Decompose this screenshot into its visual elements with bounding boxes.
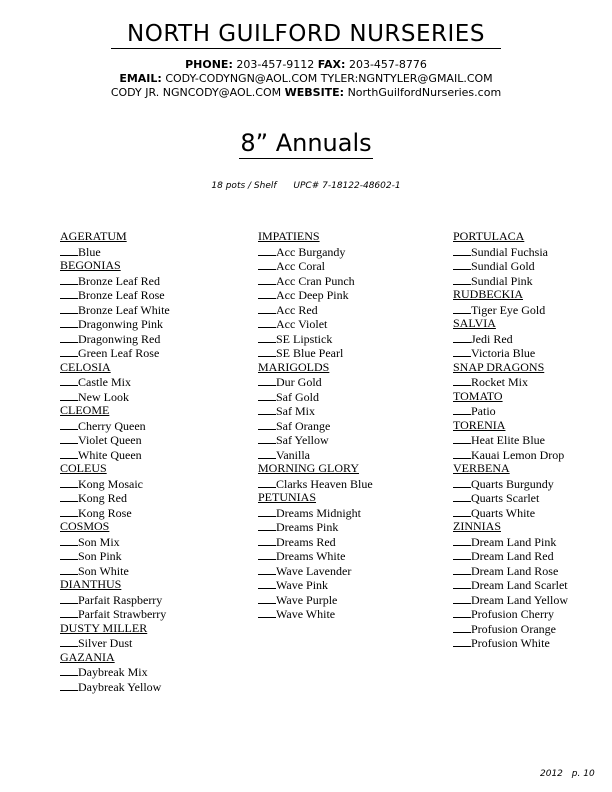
category-label: BEGONIAS [60,258,121,272]
order-quantity-blank [453,302,471,314]
plant-item [453,592,568,607]
plant-variety-label: Wave Lavender [276,563,352,578]
plant-variety-label: Son Mix [78,534,120,549]
website-line [0,86,612,100]
plant-item [453,548,568,563]
order-quantity-blank [453,403,471,415]
plant-item [258,331,373,346]
order-quantity-blank [60,331,78,343]
plant-item [258,519,373,534]
plant-variety-label: Dream Land Red [471,549,554,563]
plant-variety-label: Dream Land Yellow [471,592,568,607]
plant-item [258,316,373,331]
category-heading [60,403,170,418]
fax-label: FAX: [317,58,346,71]
plant-variety-label: Wave Pink [276,578,329,592]
plant-variety-label: Profusion Cherry [471,607,554,621]
order-quantity-blank [453,273,471,285]
plant-variety-label: Blue [78,244,101,259]
category-label: COSMOS [60,519,110,533]
plant-variety-label: Acc Burgandy [276,244,346,259]
category-label: CELOSIA [60,359,111,374]
shelf-info [0,181,612,191]
order-quantity-blank [453,331,471,343]
order-quantity-blank [60,592,78,604]
plant-column-3 [453,229,568,650]
order-quantity-blank [60,679,78,691]
category-heading [60,519,170,534]
plant-item [453,374,568,389]
plant-item [453,331,568,346]
order-quantity-blank [453,345,471,357]
plant-item [258,563,373,578]
category-label: MARIGOLDS [258,359,330,374]
plant-variety-label: Victoria Blue [471,346,536,360]
plant-variety-label: SE Blue Pearl [276,346,344,360]
category-heading [258,360,373,375]
order-quantity-blank [60,287,78,299]
header-rule [111,48,501,49]
plant-variety-label: Acc Deep Pink [276,288,349,302]
category-heading [60,577,170,592]
plant-variety-label: Sundial Fuchsia [471,244,548,259]
order-quantity-blank [453,577,471,589]
email-line [0,72,612,86]
plant-item [60,664,170,679]
plant-variety-label: Vanilla [276,447,310,462]
plant-variety-label: Acc Violet [276,317,328,331]
fax-number: 203-457-8776 [348,58,427,71]
plant-variety-label: Dreams Pink [276,520,339,534]
plant-item [453,621,568,636]
plant-variety-label: Quarts Burgundy [471,476,554,491]
category-label: SNAP DRAGONS [453,359,545,374]
plant-variety-label: Bronze Leaf White [78,302,170,317]
plant-item [60,374,170,389]
plant-item [258,447,373,462]
plant-item [60,345,170,360]
plant-variety-label: Kong Rose [78,505,132,520]
upc-code: UPC# 7-18122-48602-1 [293,181,401,191]
order-quantity-blank [258,534,276,546]
plant-item [60,490,170,505]
plant-variety-label: Silver Dust [78,636,133,650]
footer-year: 2012 [540,769,563,779]
plant-item [60,606,170,621]
order-quantity-blank [453,244,471,256]
order-quantity-blank [258,548,276,560]
page-number: p. 10 [571,769,595,779]
order-quantity-blank [60,389,78,401]
plant-item [258,258,373,273]
plant-variety-label: Dragonwing Red [78,331,161,346]
plant-variety-label: Quarts Scarlet [471,491,540,505]
order-quantity-blank [258,374,276,386]
category-label: SALVIA [453,316,496,330]
plant-variety-label: Dragonwing Pink [78,317,163,331]
order-quantity-blank [258,287,276,299]
order-quantity-blank [258,418,276,430]
order-quantity-blank [258,432,276,444]
plant-variety-label: Clarks Heaven Blue [276,476,373,491]
website-url: NorthGuilfordNurseries.com [347,86,502,99]
order-quantity-blank [60,244,78,256]
plant-column-2 [258,229,373,621]
category-heading [60,258,170,273]
category-heading [258,461,373,476]
plant-variety-label: White Queen [78,447,142,462]
plant-item [258,287,373,302]
order-quantity-blank [453,592,471,604]
plant-variety-label: Quarts White [471,505,536,520]
category-heading [60,621,170,636]
plant-item [258,302,373,317]
category-heading [60,650,170,665]
category-heading [453,287,568,302]
category-label: CLEOME [60,403,110,417]
category-label: COLEUS [60,461,107,475]
order-quantity-blank [258,577,276,589]
order-quantity-blank [258,316,276,328]
cody-jr-email: CODY JR. NGNCODY@AOL.COM [110,86,282,99]
plant-column-1 [60,229,170,693]
plant-variety-label: Sundial Pink [471,273,533,288]
plant-variety-label: Saf Yellow [276,433,329,447]
plant-item [60,418,170,433]
phone-label: PHONE: [185,58,233,71]
plant-item [60,273,170,288]
order-quantity-blank [60,635,78,647]
order-quantity-blank [258,389,276,401]
order-quantity-blank [258,592,276,604]
company-name: NORTH GUILFORD NURSERIES [127,21,485,47]
plant-variety-label: Castle Mix [78,375,131,389]
order-quantity-blank [258,519,276,531]
category-label: DIANTHUS [60,577,122,591]
order-quantity-blank [60,302,78,314]
order-quantity-blank [258,447,276,459]
plant-variety-label: Acc Red [276,302,318,317]
plant-item [60,505,170,520]
order-quantity-blank [60,563,78,575]
order-quantity-blank [453,476,471,488]
order-quantity-blank [60,505,78,517]
plant-variety-label: Bronze Leaf Red [78,273,160,288]
category-heading [453,360,568,375]
plant-variety-label: Dreams Red [276,534,336,549]
order-quantity-blank [453,505,471,517]
plant-item [258,476,373,491]
plant-variety-label: Saf Mix [276,404,315,418]
plant-item [258,592,373,607]
plant-item [60,432,170,447]
phone-line [0,58,612,72]
category-label: IMPATIENS [258,229,320,243]
plant-item [60,548,170,563]
plant-item [453,606,568,621]
order-quantity-blank [60,316,78,328]
plant-item [60,244,170,259]
plant-item [258,548,373,563]
plant-item [60,534,170,549]
plant-variety-label: Sundial Gold [471,259,535,273]
category-label: VERBENA [453,461,510,475]
order-quantity-blank [453,447,471,459]
plant-item [453,490,568,505]
plant-item [453,273,568,288]
order-quantity-blank [453,432,471,444]
category-label: TORENIA [453,417,506,432]
plant-variety-label: Heat Elite Blue [471,433,545,447]
category-heading [453,461,568,476]
order-quantity-blank [453,490,471,502]
plant-item [453,403,568,418]
category-heading [453,418,568,433]
plant-item [258,505,373,520]
email-addresses: CODY-CODYNGN@AOL.COM TYLER:NGNTYLER@GMAIL.COM [165,72,493,85]
plant-item [60,389,170,404]
plant-item [60,302,170,317]
plant-variety-label: Parfait Strawberry [78,607,167,621]
category-heading [258,229,373,244]
category-heading [60,461,170,476]
order-quantity-blank [258,302,276,314]
plant-variety-label: Bronze Leaf Rose [78,288,165,302]
page-title: 8” Annuals [240,129,372,157]
email-label: EMAIL: [119,72,162,85]
plant-item [453,447,568,462]
order-quantity-blank [453,374,471,386]
plant-variety-label: Rocket Mix [471,375,528,389]
plant-variety-label: Profusion Orange [471,621,556,636]
plant-item [60,679,170,694]
plant-item [453,476,568,491]
order-quantity-blank [258,345,276,357]
order-quantity-blank [453,606,471,618]
plant-item [60,447,170,462]
order-quantity-blank [258,244,276,256]
plant-variety-label: Dream Land Pink [471,534,557,549]
plant-item [258,345,373,360]
plant-variety-label: Daybreak Mix [78,665,148,679]
category-heading [453,389,568,404]
plant-item [60,331,170,346]
order-quantity-blank [60,490,78,502]
plant-item [258,273,373,288]
order-quantity-blank [60,664,78,676]
plant-item [453,534,568,549]
plant-item [453,258,568,273]
order-quantity-blank [453,258,471,270]
category-label: ZINNIAS [453,519,501,533]
order-quantity-blank [60,447,78,459]
plant-variety-label: Wave Purple [276,592,338,607]
plant-variety-label: Dream Land Scarlet [471,578,568,592]
category-label: MORNING GLORY [258,461,360,475]
plant-item [258,389,373,404]
plant-variety-label: Wave White [276,607,336,621]
order-quantity-blank [60,534,78,546]
plant-variety-label: Jedi Red [471,331,513,346]
order-quantity-blank [453,563,471,575]
order-quantity-blank [453,635,471,647]
category-heading [453,519,568,534]
category-label: PETUNIAS [258,490,317,504]
order-quantity-blank [258,331,276,343]
order-quantity-blank [258,476,276,488]
plant-item [453,345,568,360]
order-quantity-blank [258,505,276,517]
plant-variety-label: Kong Red [78,491,127,505]
order-quantity-blank [60,374,78,386]
plant-item [453,563,568,578]
plant-item [258,418,373,433]
plant-item [258,534,373,549]
plant-variety-label: Cherry Queen [78,418,146,433]
order-quantity-blank [60,476,78,488]
plant-variety-label: Son White [78,563,129,578]
category-heading [60,229,170,244]
plant-variety-label: Daybreak Yellow [78,679,162,694]
order-quantity-blank [258,606,276,618]
plant-variety-label: Dreams Midnight [276,505,361,520]
plant-item [60,476,170,491]
plant-item [453,244,568,259]
plant-item [60,563,170,578]
plant-item [258,374,373,389]
plant-variety-label: Patio [471,404,496,418]
order-quantity-blank [60,418,78,430]
order-quantity-blank [258,563,276,575]
category-label: TOMATO [453,388,503,403]
order-quantity-blank [60,432,78,444]
plant-item [453,635,568,650]
plant-variety-label: Profusion White [471,636,550,650]
category-label: AGERATUM [60,229,127,243]
plant-variety-label: Tiger Eye Gold [471,302,546,317]
website-label: WEBSITE: [284,86,345,99]
plant-item [60,635,170,650]
title-block [0,128,612,159]
plant-variety-label: Kong Mosaic [78,476,143,491]
plant-item [258,606,373,621]
plant-variety-label: Dur Gold [276,375,322,389]
plant-variety-label: Acc Coral [276,259,325,273]
plant-variety-label: Parfait Raspberry [78,592,163,607]
category-label: GAZANIA [60,649,115,664]
order-quantity-blank [60,606,78,618]
category-label: RUDBECKIA [453,287,524,301]
category-label: PORTULACA [453,229,525,243]
order-quantity-blank [453,621,471,633]
order-quantity-blank [60,273,78,285]
plant-item [60,592,170,607]
plant-item [453,302,568,317]
plant-item [60,316,170,331]
plant-item [60,287,170,302]
plant-item [258,432,373,447]
plant-variety-label: Violet Queen [78,433,142,447]
plant-item [453,432,568,447]
plant-variety-label: New Look [78,389,129,404]
plant-variety-label: Son Pink [78,549,122,563]
order-quantity-blank [60,548,78,560]
plant-variety-label: Kauai Lemon Drop [471,447,565,462]
plant-variety-label: Dream Land Rose [471,563,559,578]
order-quantity-blank [453,534,471,546]
plant-variety-label: Dreams White [276,549,346,563]
plant-variety-label: Saf Orange [276,418,331,433]
phone-number: 203-457-9112 [236,58,315,71]
category-heading [60,360,170,375]
plant-item [258,403,373,418]
letterhead [0,20,612,100]
plant-item [258,244,373,259]
plant-variety-label: Saf Gold [276,389,319,404]
order-quantity-blank [60,345,78,357]
plant-variety-label: SE Lipstick [276,331,333,346]
category-label: DUSTY MILLER [60,620,148,635]
pots-per-shelf: 18 pots / Shelf [211,181,277,191]
plant-item [453,505,568,520]
category-heading [258,490,373,505]
order-quantity-blank [453,548,471,560]
order-quantity-blank [258,258,276,270]
plant-item [453,577,568,592]
category-heading [453,229,568,244]
category-heading [453,316,568,331]
page-footer [540,769,595,779]
order-quantity-blank [258,273,276,285]
plant-variety-label: Acc Cran Punch [276,273,355,288]
plant-item [258,577,373,592]
order-quantity-blank [258,403,276,415]
plant-variety-label: Green Leaf Rose [78,346,160,360]
